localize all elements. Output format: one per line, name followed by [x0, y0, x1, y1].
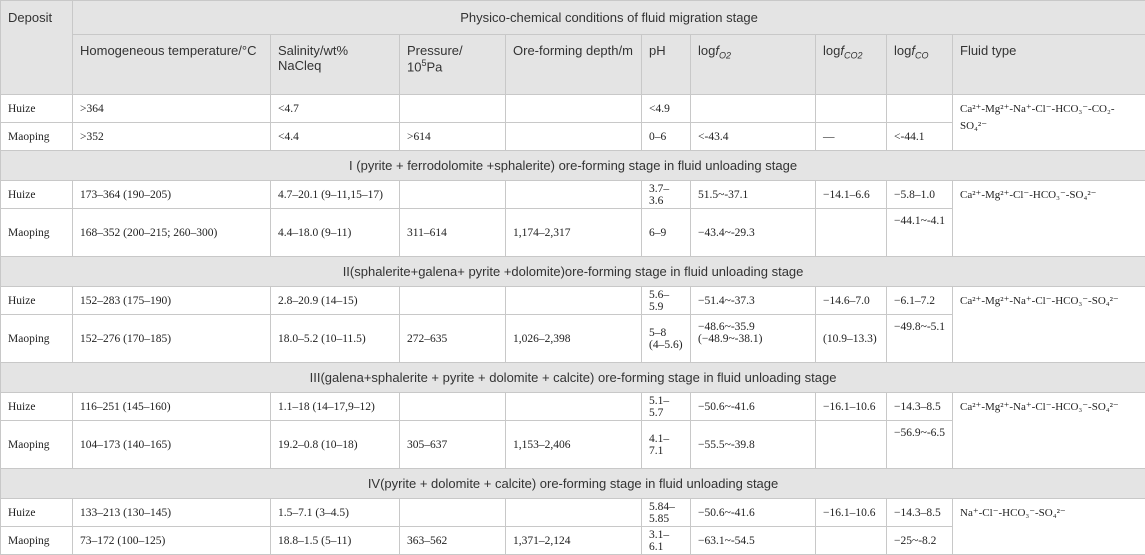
temp-cell: 173–364 (190–205)	[73, 181, 271, 209]
ph-cell: 6–9	[642, 209, 691, 257]
ph-cell: 5.6–5.9	[642, 287, 691, 315]
logfo2-cell: −48.6~-35.9 (−48.9~-38.1)	[691, 315, 816, 363]
logfo2-cell: −50.6~-41.6	[691, 499, 816, 527]
col-logfco-header: logf$_{CO}$	[887, 35, 953, 95]
pressure-cell	[400, 499, 506, 527]
col-deposit-header: Deposit	[1, 1, 73, 95]
depth-cell	[506, 123, 642, 151]
depth-cell: 1,153–2,406	[506, 421, 642, 469]
fluid-type-cell: Ca²⁺-Mg²⁺-Na⁺-Cl⁻-HCO₃⁻-SO₄²⁻	[953, 287, 1145, 363]
logfo2-cell: 51.5~-37.1	[691, 181, 816, 209]
pressure-cell: 311–614	[400, 209, 506, 257]
col-salinity-header: Salinity/wt% NaCleq	[271, 35, 400, 95]
col-ph-header: pH	[642, 35, 691, 95]
stage-header-row	[1, 363, 1145, 393]
salinity-cell: <4.4	[271, 123, 400, 151]
col-pressure-header: Pressure/ $10^5Pa$	[400, 35, 506, 95]
salinity-cell: 2.8–20.9 (14–15)	[271, 287, 400, 315]
logfco-cell: −49.8~-5.1	[887, 315, 953, 363]
deposit-cell: Huize	[1, 499, 73, 527]
logfco2-cell: —	[816, 123, 887, 151]
logfco2-cell: −14.6–7.0	[816, 287, 887, 315]
ph-cell: <4.9	[642, 95, 691, 123]
pressure-cell	[400, 287, 506, 315]
deposit-cell: Maoping	[1, 209, 73, 257]
logfco2-cell: −14.1–6.6	[816, 181, 887, 209]
deposit-cell: Huize	[1, 181, 73, 209]
logfco2-cell	[816, 209, 887, 257]
deposit-cell: Maoping	[1, 527, 73, 555]
salinity-cell: 1.1–18 (14–17,9–12)	[271, 393, 400, 421]
salinity-cell: 18.8–1.5 (5–11)	[271, 527, 400, 555]
pressure-cell	[400, 95, 506, 123]
logfco-cell: −5.8–1.0	[887, 181, 953, 209]
logfo2-cell: −55.5~-39.8	[691, 421, 816, 469]
logfco-cell: −14.3–8.5	[887, 499, 953, 527]
pressure-cell	[400, 393, 506, 421]
ph-cell: 5–8 (4–5.6)	[642, 315, 691, 363]
logfco-cell: −6.1–7.2	[887, 287, 953, 315]
pressure-cell: 363–562	[400, 527, 506, 555]
deposit-cell: Maoping	[1, 123, 73, 151]
ph-cell: 4.1–7.1	[642, 421, 691, 469]
table-row	[1, 499, 1145, 527]
stage-title: IV(pyrite + dolomite + calcite) ore-forming stage in fluid unloading stage	[1, 469, 1145, 499]
deposit-cell: Maoping	[1, 421, 73, 469]
logfco-cell	[887, 95, 953, 123]
fluid-type-cell: Na⁺-Cl⁻-HCO₃⁻-SO₄²⁻	[953, 499, 1145, 555]
logfo2-cell: −50.6~-41.6	[691, 393, 816, 421]
col-fluid-header: Fluid type	[953, 35, 1145, 95]
fluid-type-cell: Ca²⁺-Mg²⁺-Cl⁻-HCO₃⁻-SO₄²⁻	[953, 181, 1145, 257]
temp-cell: 73–172 (100–125)	[73, 527, 271, 555]
col-logfco2-header: logf$_{CO2}$	[816, 35, 887, 95]
logfo2-cell: −43.4~-29.3	[691, 209, 816, 257]
logfco-cell: −44.1~-4.1	[887, 209, 953, 257]
stage-header-row	[1, 257, 1145, 287]
depth-cell	[506, 499, 642, 527]
temp-cell: 133–213 (130–145)	[73, 499, 271, 527]
ph-cell: 5.1–5.7	[642, 393, 691, 421]
depth-cell	[506, 181, 642, 209]
stage-title: I (pyrite + ferrodolomite +sphalerite) ore-forming stage in fluid unloading stage	[1, 151, 1145, 181]
deposit-cell: Huize	[1, 95, 73, 123]
fluid-type-cell: Ca²⁺-Mg²⁺-Na⁺-Cl⁻-HCO₃⁻-CO₂-SO₄²⁻	[953, 95, 1145, 151]
logfo2-cell	[691, 95, 816, 123]
logfco-cell: −56.9~-6.5	[887, 421, 953, 469]
deposit-cell: Huize	[1, 287, 73, 315]
salinity-cell: <4.7	[271, 95, 400, 123]
temp-cell: >364	[73, 95, 271, 123]
temp-cell: 104–173 (140–165)	[73, 421, 271, 469]
ph-cell: 3.1–6.1	[642, 527, 691, 555]
salinity-cell: 18.0–5.2 (10–11.5)	[271, 315, 400, 363]
logfco2-cell	[816, 527, 887, 555]
logfco2-cell	[816, 421, 887, 469]
temp-cell: 116–251 (145–160)	[73, 393, 271, 421]
col-logfo2-header: logf$_{O2}$	[691, 35, 816, 95]
ph-cell: 5.84–5.85	[642, 499, 691, 527]
ph-cell: 0–6	[642, 123, 691, 151]
table-row	[1, 181, 1145, 209]
temp-cell: 168–352 (200–215; 260–300)	[73, 209, 271, 257]
salinity-cell: 1.5–7.1 (3–4.5)	[271, 499, 400, 527]
depth-cell	[506, 393, 642, 421]
salinity-cell: 19.2–0.8 (10–18)	[271, 421, 400, 469]
stage-title: III(galena+sphalerite + pyrite + dolomite + calcite) ore-forming stage in fluid unloading stage	[1, 363, 1145, 393]
pressure-cell: 272–635	[400, 315, 506, 363]
logfco2-cell	[816, 95, 887, 123]
group-header: Physico-chemical conditions of fluid migration stage	[73, 1, 1145, 35]
depth-cell: 1,174–2,317	[506, 209, 642, 257]
table-row	[1, 393, 1145, 421]
logfco-cell: −14.3–8.5	[887, 393, 953, 421]
depth-cell: 1,371–2,124	[506, 527, 642, 555]
logfco2-cell: −16.1–10.6	[816, 393, 887, 421]
table-row	[1, 95, 1145, 123]
depth-cell	[506, 287, 642, 315]
temp-cell: 152–283 (175–190)	[73, 287, 271, 315]
logfo2-cell: −63.1~-54.5	[691, 527, 816, 555]
depth-cell	[506, 95, 642, 123]
logfco-cell: −25~-8.2	[887, 527, 953, 555]
deposit-cell: Huize	[1, 393, 73, 421]
depth-cell: 1,026–2,398	[506, 315, 642, 363]
temp-cell: >352	[73, 123, 271, 151]
stage-header-row	[1, 151, 1145, 181]
deposit-cell: Maoping	[1, 315, 73, 363]
stage-header-row	[1, 469, 1145, 499]
stage-title: II(sphalerite+galena+ pyrite +dolomite)ore-forming stage in fluid unloading stage	[1, 257, 1145, 287]
ph-cell: 3.7–3.6	[642, 181, 691, 209]
temp-cell: 152–276 (170–185)	[73, 315, 271, 363]
salinity-cell: 4.7–20.1 (9–11,15–17)	[271, 181, 400, 209]
logfco-cell: <-44.1	[887, 123, 953, 151]
pressure-cell: >614	[400, 123, 506, 151]
logfco2-cell: (10.9–13.3)	[816, 315, 887, 363]
logfco2-cell: −16.1–10.6	[816, 499, 887, 527]
pressure-cell: 305–637	[400, 421, 506, 469]
salinity-cell: 4.4–18.0 (9–11)	[271, 209, 400, 257]
table-row	[1, 287, 1145, 315]
pressure-cell	[400, 181, 506, 209]
fluid-type-cell: Ca²⁺-Mg²⁺-Na⁺-Cl⁻-HCO₃⁻-SO₄²⁻	[953, 393, 1145, 469]
col-temp-header: Homogeneous temperature/°C	[73, 35, 271, 95]
logfo2-cell: −51.4~-37.3	[691, 287, 816, 315]
col-depth-header: Ore-forming depth/m	[506, 35, 642, 95]
logfo2-cell: <-43.4	[691, 123, 816, 151]
